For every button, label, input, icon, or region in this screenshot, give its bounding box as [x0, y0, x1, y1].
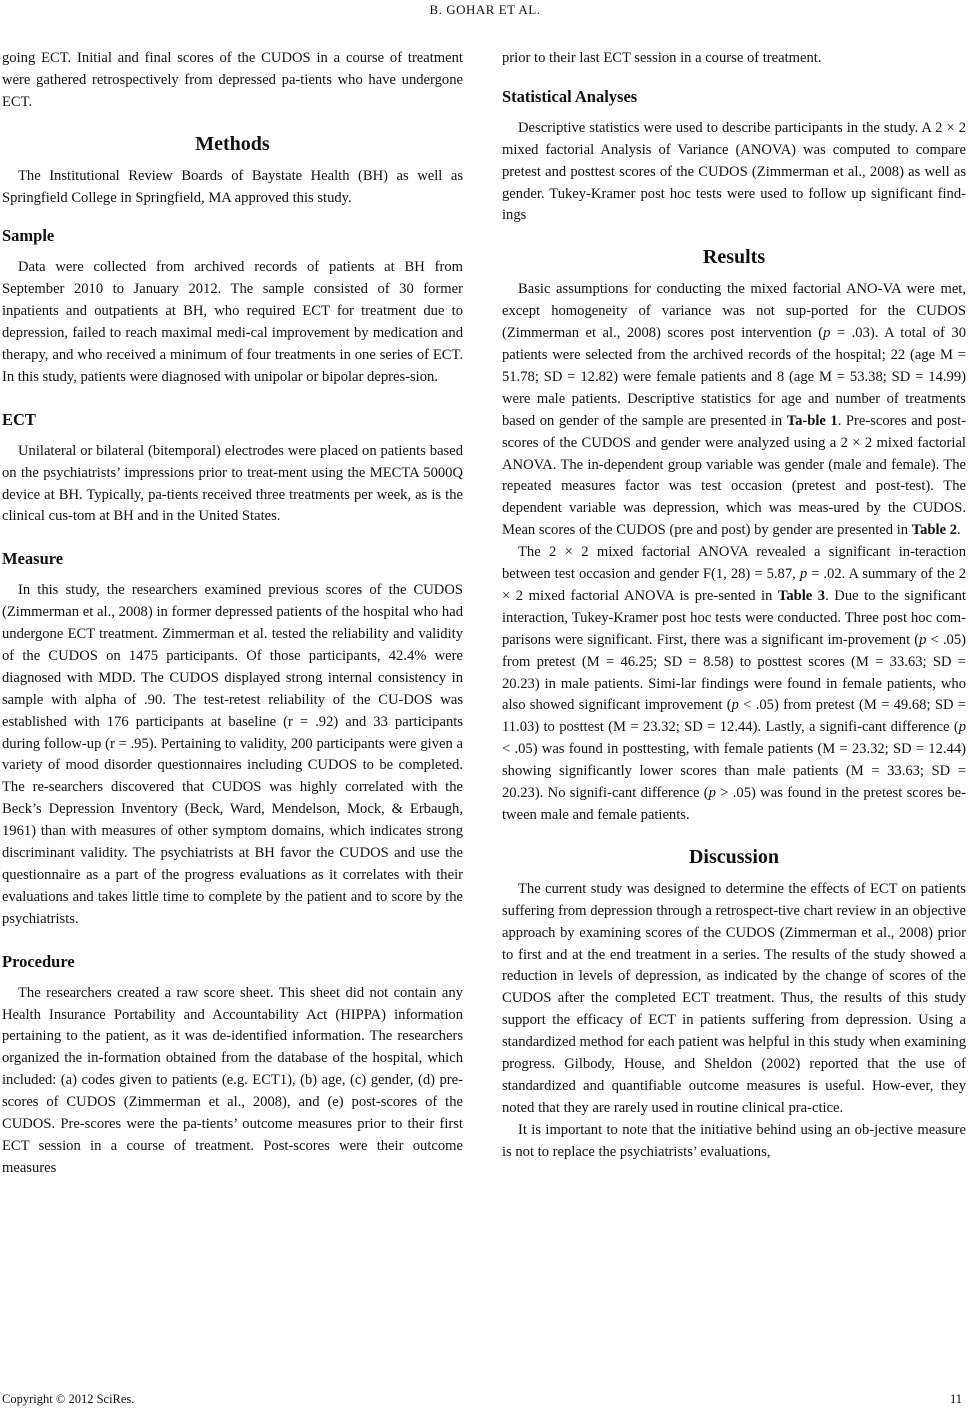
procedure-heading: Procedure — [2, 951, 75, 971]
discussion-paragraph-1: The current study was designed to determine the effects of ECT on patients suffering from depression through a retrospect-tive chart review in an objective approach by examining scores of the CUDOS (Zimmerman et al., 2008) prior to first and at the end treatment in a series. The results of the study showed a reduction in levels of depression, as indicated by the change of scores of the CUDOS after the completed ECT treatment. Thus, the results of this study support the efficacy of ECT in patients suffering from depression. Using a standardized method for each patient was helpful in this study when examining progress. Gilbody, House, and Sheldon (2002) reported that the use of standardized and quantifiable outcome measures is useful. How-ever, they noted that they are rarely used in routine clinical pra-ctice. — [502, 880, 966, 1116]
methods-heading: Methods — [195, 132, 270, 155]
sample-heading: Sample — [2, 226, 55, 246]
table-2-reference: Table 2 — [911, 522, 958, 539]
discussion-paragraph-2: It is important to note that the initiative behind using an ob-jective measure is not to replace the psychiatrists’ evaluations, — [502, 1121, 966, 1160]
table-1-reference: Ta-ble 1 — [786, 412, 838, 429]
running-head: B. GOHAR ET AL. — [429, 2, 541, 17]
left-column — [2, 48, 463, 1180]
statistical-analyses-paragraph: Descriptive statistics were used to describe participants in the study. A 2 × 2 mixed factorial Analysis of Variance (ANOVA) was computed to compare pretest and posttest scores of the CUDOS (Zimmerman et al., 2008) as well as gender. Tukey-Kramer post hoc tests were used to follow up significant find-ings — [502, 119, 966, 224]
intro-paragraph: going ECT. Initial and final scores of the CUDOS in a course of treatment were gathered retrospectively from depressed pa-tients who have undergone ECT. — [2, 50, 463, 110]
results-paragraph-1: Basic assumptions for conducting the mixed factorial ANO-VA were met, except homogeneity of variance was not sup-ported for the CUDOS (Zimmerman et al., 2008) scores post intervention (p = .03). A total of 30 patients were selected from the archived records of the hospital; 22 (age M = 51.78; SD = 12.82) were female patients and 8 (age M = 53.38; SD = 14.99) were male patients. Descriptive statistics for age and number of treatments based on gender of the sample are presented in Ta-ble 1. Pre-scores and post-scores of the CUDOS and gender were analyzed using a 2 × 2 mixed factorial ANOVA. The in-dependent group variable was gender (male and female). The repeated measures factor was test occasion (pretest and post-test). The dependent variable was depression, which was meas-ured by the CUDOS. Mean scores of the CUDOS (pre and post) by gender are presented in Table 2. — [502, 281, 966, 539]
methods-paragraph: The Institutional Review Boards of Baystate Health (BH) as well as Springfield College in Springfield, MA approved this study. — [2, 167, 463, 206]
table-3-reference: Table 3 — [777, 587, 826, 604]
ect-paragraph: Unilateral or bilateral (bitemporal) electrodes were placed on patients based on the psychiatrists’ impressions prior to treat-ment using the MECTA 5000Q device at BH. Typically, pa-tients received three treatments per week, as is the clinical cus-tom at BH and in the United States. — [2, 442, 463, 525]
sample-paragraph: Data were collected from archived records of patients at BH from September 2010 to January 2012. The sample consisted of 30 former inpatients and outpatients at BH, who required ECT for treatment due to depression, failed to reach maximal medi-cal improvement by medication and therapy, and who received a minimum of four treatments in one series of ECT. In this study, patients were diagnosed with unipolar or bipolar depres-sion. — [2, 259, 463, 385]
page-number: 11 — [949, 1392, 962, 1406]
results-paragraph-2: The 2 × 2 mixed factorial ANOVA revealed a significant in-teraction between test occasion and gender F(1, 28) = 5.87, p = .02. A summary of the 2 × 2 mixed factorial ANOVA is pre-sented in Table 3. Due to the significant interaction, Tukey-Kramer post hoc tests were conducted. Three post hoc com-parisons were significant. First, there was a significant im-provement (p < .05) from pretest (M = 46.25; SD = 8.58) to posttest scores (M = 33.63; SD = 20.23) in male patients. Simi-lar findings were found in female patients, who also showed significant improvement (p < .05) from pretest (M = 49.68; SD = 11.03) to posttest (M = 23.32; SD = 12.44). Lastly, a signifi-cant difference (p < .05) was found in posttesting, with female patients (M = 23.32; SD = 12.44) showing significantly lower scores than male patients (M = 33.63; SD = 20.23). No signifi-cant difference (p > .05) was found in the pretest scores be-tween male and female patients. — [502, 544, 967, 823]
ect-heading: ECT — [2, 409, 36, 429]
measure-heading: Measure — [2, 549, 64, 569]
measure-paragraph: In this study, the researchers examined previous scores of the CUDOS (Zimmerman et al., 2008) in former depressed patients of the hospital who had undergone ECT treatment. Zimmerman et al. tested the reliability and validity of the CUDOS on 1475 participants. Of those participants, 42.4% were diagnosed with MDD. The CUDOS displayed strong internal consistency in sample with alpha of .90. The test-retest reliability of the CU-DOS was established with 176 participants at baseline (r = .92) and 33 participants during follow-up (r = .95). Pertaining to validity, 200 participants were given a variety of mood disorder questionnaires including CUDOS to be completed. The re-searchers discovered that CUDOS was highly correlated with the Beck’s Depression Inventory (Beck, Ward, Mendelson, Mock, & Erbaugh, 1961) than with measures of other symptom domains, which indicates strong discriminant validity. The psychiatrists at BH favor the CUDOS and use the questionnaire as a part of the progress evaluations as it correlates with their evaluations and takes little time to complete by the patient and to score by the psychiatrists. — [2, 582, 463, 927]
procedure-continuation: prior to their last ECT session in a course of treatment. — [502, 50, 822, 66]
statistical-analyses-heading: Statistical Analyses — [502, 86, 638, 106]
right-column — [502, 48, 966, 1164]
discussion-heading: Discussion — [688, 845, 780, 868]
procedure-paragraph: The researchers created a raw score sheet. This sheet did not contain any Health Insurance Portability and Accountability Act (HIPPA) information pertaining to the patient, as it was de-identified information. The researchers organized the in-formation obtained from the database of the hospital, which included: (a) codes given to patients (e.g. ECT1), (b) age, (c) gender, (d) pre-scores of CUDOS (Zimmerman et al., 2008), and (e) post-scores of the CUDOS. Pre-scores were the pa-tients’ outcome measures prior to their first ECT session in a course of treatment. Post-scores were their outcome measures — [2, 984, 463, 1176]
results-heading: Results — [702, 246, 766, 269]
copyright-notice: Copyright © 2012 SciRes. — [2, 1392, 135, 1406]
